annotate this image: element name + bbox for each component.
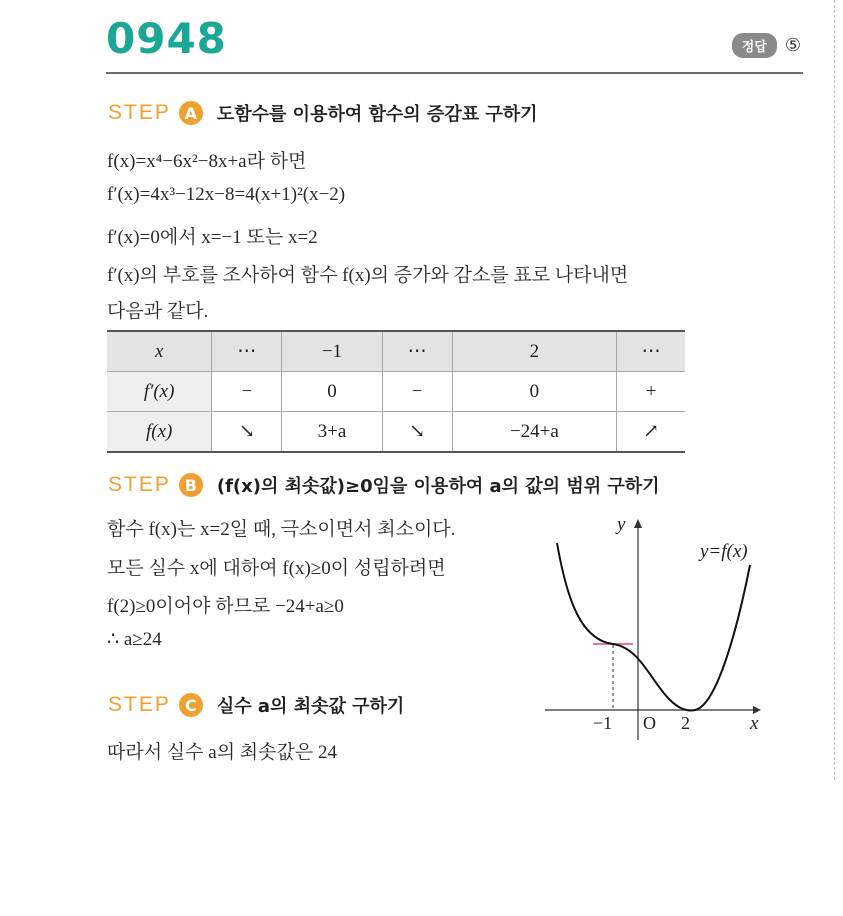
curve-label: y=f(x)	[700, 541, 748, 562]
step-b-heading	[108, 472, 660, 498]
table-cell: 0	[452, 372, 617, 412]
step-letter-a: A	[179, 101, 203, 125]
step-b-title: (f(x)의 최솟값)≥0임을 이용하여 a의 값의 범위 구하기	[216, 476, 660, 497]
step-word: STEP	[108, 693, 171, 716]
step-letter-c: C	[179, 693, 203, 717]
step-c-title: 실수 a의 최솟값 구하기	[216, 696, 405, 717]
origin-label: O	[643, 713, 656, 733]
problem-number: 0948	[106, 14, 227, 63]
step-a-line-4: f′(x)의 부호를 조사하여 함수 f(x)의 증가와 감소를 표로 나타내면	[107, 265, 629, 286]
table-cell: −	[212, 372, 282, 412]
answer-area	[732, 33, 801, 58]
table-cell: ⋯	[617, 331, 685, 372]
table-cell: ↗	[617, 412, 685, 453]
table-header-row	[107, 331, 685, 372]
table-cell: −1	[282, 331, 383, 372]
tick-label-minus1: −1	[593, 713, 613, 733]
table-cell: f(x)	[107, 412, 212, 453]
table-cell: ⋯	[212, 331, 282, 372]
step-b-line-2: 모든 실수 x에 대하여 f(x)≥0이 성립하려면	[107, 558, 446, 579]
step-letter-b: B	[179, 473, 203, 497]
table-cell: x	[107, 331, 212, 372]
step-b-line-3: f(2)≥0이어야 하므로 −24+a≥0	[107, 596, 344, 617]
y-axis-label: y	[617, 514, 626, 535]
table-cell: 2	[452, 331, 617, 372]
table-cell: ↘	[212, 412, 282, 453]
step-a-line-2: f′(x)=4x³−12x−8=4(x+1)²(x−2)	[107, 184, 346, 205]
table-cell: −24+a	[452, 412, 617, 453]
y-axis-arrow-icon	[634, 519, 642, 528]
x-axis-label: x	[750, 713, 759, 734]
function-graph	[545, 510, 770, 745]
answer-badge: 정답	[732, 33, 777, 58]
step-word: STEP	[108, 473, 171, 496]
table-cell: 0	[282, 372, 383, 412]
step-a-line-5: 다음과 같다.	[107, 301, 209, 322]
table-cell: f′(x)	[107, 372, 212, 412]
step-a-heading	[108, 100, 538, 126]
curve-y-equals-f-x	[557, 543, 750, 711]
table-cell: ↘	[382, 412, 452, 453]
step-c-heading	[108, 692, 404, 718]
step-b-line-1: 함수 f(x)는 x=2일 때, 극소이면서 최소이다.	[107, 519, 456, 540]
table-cell: +	[617, 372, 685, 412]
tick-label-2: 2	[681, 713, 690, 733]
step-a-title: 도함수를 이용하여 함수의 증감표 구하기	[216, 104, 538, 125]
step-b-line-4: ∴ a≥24	[107, 629, 162, 650]
step-a-line-1: f(x)=x⁴−6x²−8x+a라 하면	[107, 151, 307, 172]
step-word: STEP	[108, 101, 171, 124]
answer-value: ⑤	[784, 35, 801, 56]
page-edge-dotted-line	[834, 0, 835, 780]
header-divider	[106, 72, 803, 74]
step-c-line-1: 따라서 실수 a의 최솟값은 24	[107, 742, 337, 763]
increase-decrease-table	[107, 330, 685, 453]
table-row	[107, 372, 685, 412]
table-row	[107, 412, 685, 453]
table-cell: ⋯	[382, 331, 452, 372]
table-cell: −	[382, 372, 452, 412]
table-cell: 3+a	[282, 412, 383, 453]
step-a-line-3: f′(x)=0에서 x=−1 또는 x=2	[107, 227, 318, 248]
